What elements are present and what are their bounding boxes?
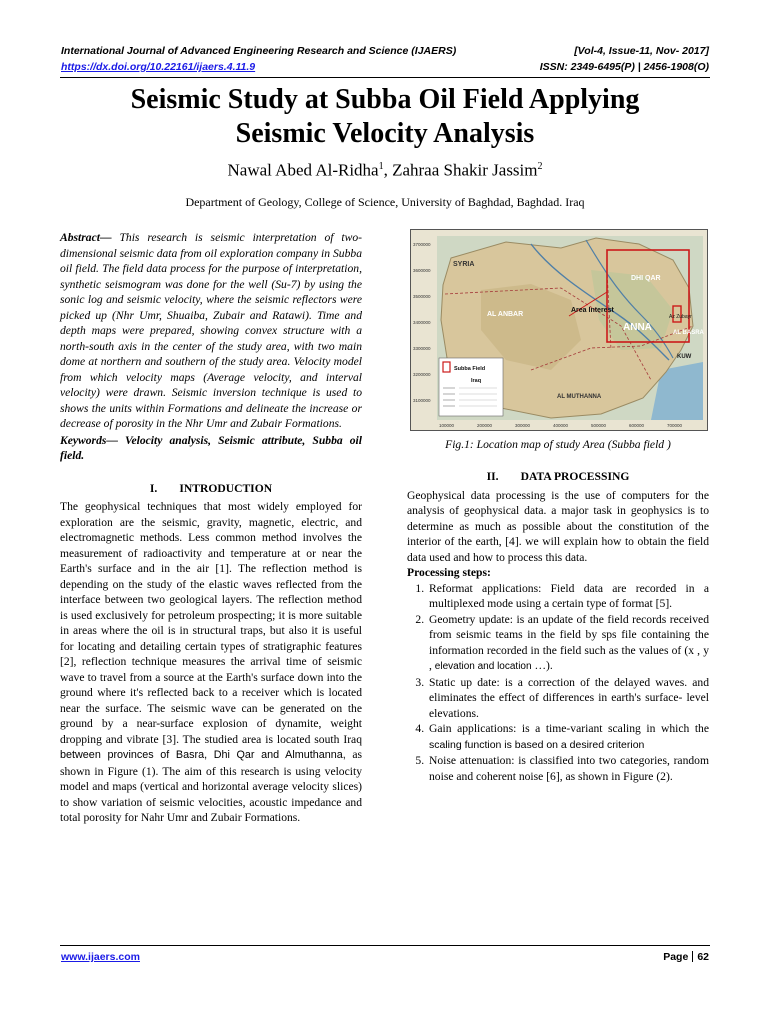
location-map-figure [410, 229, 708, 431]
label-area-interest: Area Interest [571, 307, 614, 314]
processing-steps-label: Processing steps: [407, 566, 491, 579]
processing-step-5: 5. Noise attenuation: is classified into two categories, random noise and coherent noise [6], as shown in Figure (2). [427, 753, 709, 784]
intro-text-a: The geophysical techniques that most widely employed for exploration are the seismic, gravity, magnetic, electric, and electromagnetic methods. Less common method involves the measurement of radioactivity and temperature at or near the Earth's surface and in the air [1]. The reflection method is depending on the study of the elastic waves reflected from the interface between two geological layers. The reflection method is used exclusively for petroleum prospecting; it is more suitable in areas where the oil is in structural traps, but also it is useful for locating and detailing certain types of stratigraphic features [2], reflection technique measures the arrival time of seismic wave to travel from a source at the Earth's surface down into the ground where it's reflected back to a receiver which is located near the surface. The seismic wave can be generated on the ground by a near-surface explosion of dynamite, weight dropping and vibrate [3]. The studied area is located south Iraq [60, 500, 362, 746]
label-syria: SYRIA [453, 261, 475, 268]
step2-text-a: Geometry update: is an update of the field records received from seismic teams in the field by sps file containing the information recorded in the field such as the values of (x , y , [429, 612, 709, 672]
step2-text-b: elevation and location [434, 661, 532, 672]
y-tick-1: 3700000 [413, 242, 431, 247]
label-basra: AL BASRA [673, 330, 704, 336]
label-anna: ANNA [623, 322, 652, 333]
keywords [60, 433, 362, 464]
footer-divider [60, 945, 710, 946]
header-divider [60, 77, 710, 78]
intro-text-c: as shown in Figure (1). The aim of this research is using velocity model and maps (vertical and horizontal average velocity slices) to show variation of seismic velocities, acoustic impedance and total porosity for Nahr Umr and Zubair Formations. [60, 748, 362, 824]
x-tick-7: 700000 [667, 423, 683, 428]
page-number: 62 [697, 951, 709, 963]
x-tick-4: 400000 [553, 423, 569, 428]
label-dhi-qar: DHI QAR [631, 275, 661, 282]
processing-step-2 [427, 612, 709, 675]
processing-heading-text: DATA PROCESSING [520, 470, 630, 483]
y-tick-4: 3400000 [413, 320, 431, 325]
label-zubair: Az Zubayr [669, 314, 692, 320]
right-column [407, 469, 709, 784]
processing-steps-list [407, 581, 709, 785]
y-tick-2: 3600000 [413, 268, 431, 273]
keywords-text: Velocity analysis, Seismic attribute, Subba oil field. [60, 433, 362, 462]
intro-paragraph [60, 499, 362, 826]
label-anbar: AL ANBAR [487, 311, 524, 318]
x-tick-5: 500000 [591, 423, 607, 428]
footer-website-link[interactable]: www.ijaers.com [61, 951, 140, 963]
keywords-label: Keywords— [60, 433, 118, 447]
author-2: Zahraa Shakir Jassim [392, 160, 538, 180]
abstract-label: Abstract— [60, 231, 112, 244]
paper-title-line1: Seismic Study at Subba Oil Field Applying [130, 84, 640, 115]
intro-heading [60, 481, 362, 497]
processing-step-1: 1. Reformat applications: Field data are recorded in a multiplexed mode using a certain type of format [5]. [427, 581, 709, 612]
step2-text-c: …). [531, 659, 553, 672]
author-1: Nawal Abed Al-Ridha [227, 160, 379, 180]
abstract-text: This research is seismic interpretation of two-dimensional seismic data from oil exploration company in Subba oil field. The field data process for the purpose of interpretation, synthetic seismogram was done for the well (Su-7) by using the sonic log and seismic velocity, where the seismic reflectors were picked up (Nhr Umr, Shuaiba, Zubair and Ratawi). Time and depth maps were prepared, showing convex structure with a north-south axis in the center of the study area, with two main dome at northern and southern of the study area. Velocity model from which velocity maps (Average velocity, and interval velocity) were drawn. Seismic inversion technique is used to shows the units within Formations and delineate the increase or decrease of porosity in the Nhr Umr and Zubair Formations. [60, 231, 362, 430]
x-tick-2: 200000 [477, 423, 493, 428]
step4-text-a: Gain applications: is a time-variant scaling in which the [429, 722, 709, 735]
page-separator [692, 951, 693, 962]
author-1-affil: 1 [378, 161, 384, 172]
y-tick-7: 3100000 [413, 398, 431, 403]
legend-subba-field: Subba Field [454, 366, 486, 372]
x-tick-3: 300000 [515, 423, 531, 428]
affiliation: Department of Geology, College of Science, University of Baghdad, Baghdad. Iraq [185, 195, 585, 209]
location-map [411, 230, 707, 430]
journal-name: International Journal of Advanced Engineering Research and Science (IJAERS) [61, 45, 457, 57]
y-tick-6: 3200000 [413, 372, 431, 377]
intro-heading-num: I. [149, 481, 158, 495]
y-tick-3: 3500000 [413, 294, 431, 299]
doi-link[interactable]: https://dx.doi.org/10.22161/ijaers.4.11.9 [61, 61, 256, 73]
label-kuwait: KUW [677, 354, 692, 360]
processing-step-3: 3. Static up date: is a correction of the delayed waves. and eliminates the effect of differences in earth's surface- level elevations. [427, 675, 709, 722]
intro-heading-text: INTRODUCTION [179, 481, 273, 495]
abstract [60, 230, 362, 432]
processing-paragraph: Geophysical data processing is the use of computers for the analysis of geophysical data. a major task in geophysics is to determine as much as possible about the constitution of the interior of the earth, [4]. we will explain how to obtain the field data used and how to process this data. [407, 488, 709, 564]
volume-info: [Vol-4, Issue-11, Nov- 2017] [574, 45, 709, 57]
intro-text-b: between provinces of Basra, Dhi Qar and Almuthanna, [60, 749, 346, 761]
x-tick-6: 600000 [629, 423, 645, 428]
processing-heading-num: II. [486, 470, 499, 483]
figure-caption: Fig.1: Location map of study Area (Subba field ) [445, 438, 671, 451]
footer-page-number [663, 951, 709, 963]
label-muthanna: AL MUTHANNA [557, 394, 602, 400]
x-tick-1: 100000 [439, 423, 455, 428]
step4-text-b: scaling function is based on a desired criterion [429, 738, 645, 751]
author-separator: , [383, 160, 393, 180]
processing-heading [407, 469, 709, 485]
y-tick-5: 3300000 [413, 346, 431, 351]
paper-title-line2: Seismic Velocity Analysis [235, 118, 535, 149]
issn-info: ISSN: 2349-6495(P) | 2456-1908(O) [539, 61, 709, 73]
author-2-affil: 2 [537, 161, 543, 172]
authors [60, 156, 710, 182]
left-column [60, 230, 362, 826]
processing-step-4 [427, 721, 709, 753]
legend-iraq: Iraq [471, 378, 482, 384]
page-label: Page [663, 951, 689, 963]
